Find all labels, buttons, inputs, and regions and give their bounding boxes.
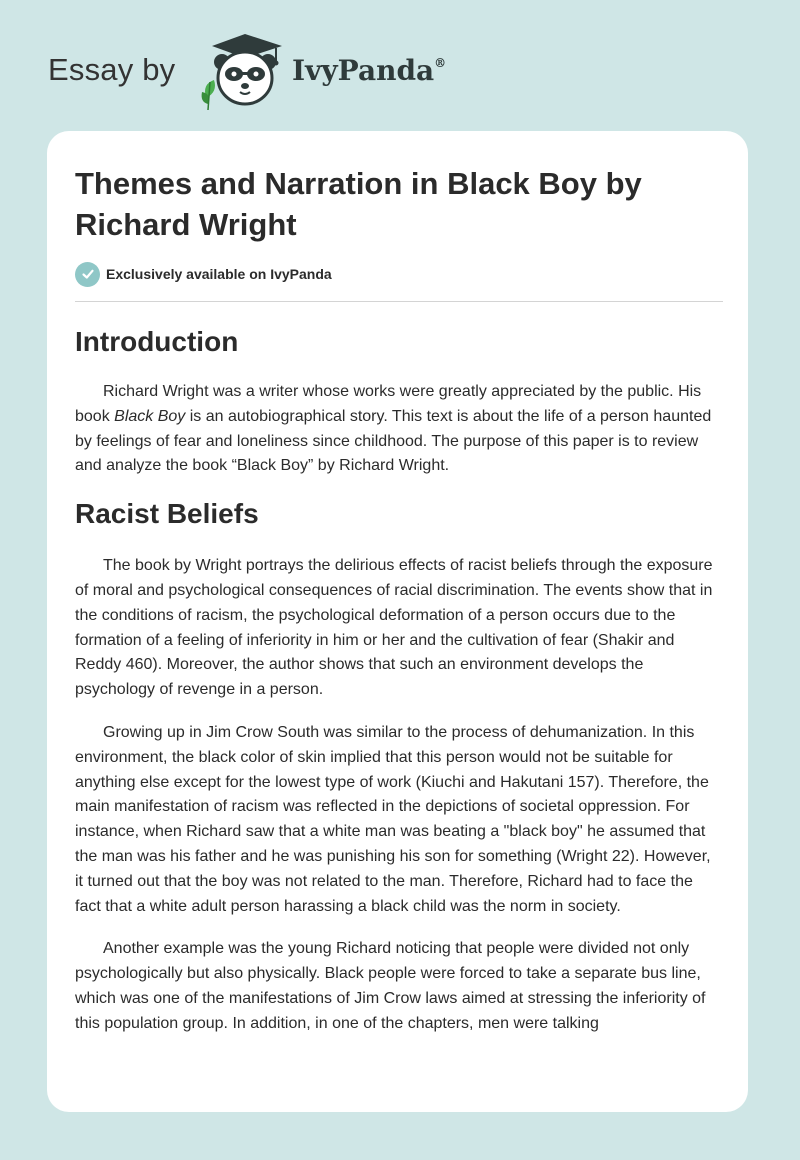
panda-graduate-logo-icon[interactable] xyxy=(200,32,290,112)
section-heading-introduction: Introduction xyxy=(75,326,239,357)
body-paragraph: The book by Wright portrays the delirious effects of racist beliefs through the exposure of moral and psychological consequences of racial discrimination. The events show that in the conditions of racism, the psychological deformation of a person occurs due to the formation of a feeling of inferiority in him or her and the cultivation of fear (Shakir and Reddy 460). Moreover, the author shows that such an environment develops the psychology of revenge in a person. xyxy=(75,557,713,699)
body-paragraph: Growing up in Jim Crow South was similar to the process of dehumanization. In this environment, the black color of skin implied that this person would not be suitable for anything else except for the lowest type of work (Kiuchi and Hakutani 157). Therefore, the main manifestation of racism was reflected in the depictions of societal oppression. For instance, when Richard saw that a white man was beating a "black boy" he assumed that the man was his father and he was punishing his son for something (Wright 22). However, it turned out that the boy was not related to the man. Therefore, Richard had to face the fact that a white adult person harassing a black child was the norm in society. xyxy=(75,723,711,915)
section-heading-racist-beliefs: Racist Beliefs xyxy=(75,498,259,530)
body-paragraph: Another example was the young Richard noticing that people were divided not only psychologically but also physically. Black people were forced to take a separate bus line, which was one of the manifestations of Jim Crow laws aimed at stressing the inferiority of this population group. In addition, in one of the chapters, men were talking xyxy=(75,940,706,1032)
title-divider xyxy=(75,301,723,302)
intro-text-before: Richard Wright was a writer whose works were greatly appreciated by the public. His book xyxy=(75,383,702,425)
article-content xyxy=(75,163,723,1037)
essay-by-label: Essay by xyxy=(48,52,176,87)
intro-text-after: is an autobiographical story. This text is about the life of a person haunted by feelings of fear and loneliness since childhood. The purpose of this paper is to review and analyze the book “Black Boy” by Richard Wright. xyxy=(75,407,712,475)
check-circle-icon xyxy=(75,262,100,287)
exclusive-badge xyxy=(75,261,723,287)
intro-paragraph xyxy=(75,380,723,479)
registered-mark: ® xyxy=(434,56,447,70)
brand-name[interactable] xyxy=(292,54,446,87)
exclusive-badge-label: Exclusively available on IvyPanda xyxy=(106,266,332,282)
article-title: Themes and Narration in Black Boy by Richard Wright xyxy=(75,166,642,242)
book-title-emphasis: Black Boy xyxy=(114,407,186,425)
site-header xyxy=(48,30,548,110)
brand-name-text: IvyPanda xyxy=(292,54,435,87)
article-card xyxy=(47,131,748,1112)
